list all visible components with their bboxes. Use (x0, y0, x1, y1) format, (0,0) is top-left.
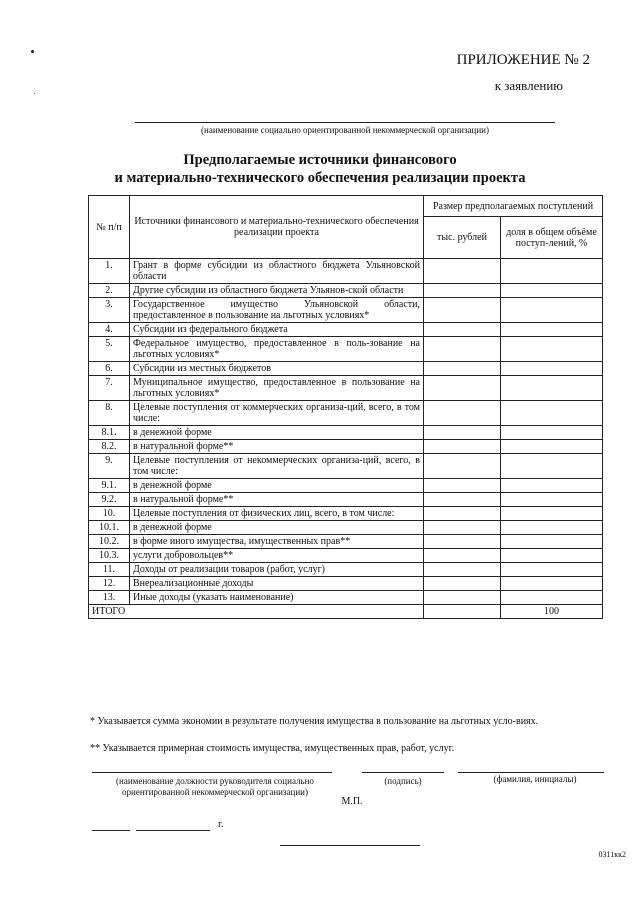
row-number: 9. (89, 454, 130, 479)
bottom-line (280, 845, 420, 846)
row-thousand-rub (424, 362, 501, 376)
row-number: 2. (89, 284, 130, 298)
row-source: Грант в форме субсидии из областного бюджета Ульяновской области (130, 259, 424, 284)
org-name-line (135, 122, 555, 123)
row-number: 10.2. (89, 535, 130, 549)
name-line (458, 772, 604, 773)
row-thousand-rub (424, 454, 501, 479)
row-source: Целевые поступления от физических лиц, всего, в том числе: (130, 507, 424, 521)
form-code: 0311кк2 (598, 850, 626, 859)
row-source: Целевые поступления от некоммерческих организа-ций, всего, в том числе: (130, 454, 424, 479)
row-number: 10. (89, 507, 130, 521)
table-row (89, 535, 603, 549)
row-thousand-rub (424, 284, 501, 298)
org-name-caption: (наименование социально ориентированной некоммерческой организации) (201, 125, 489, 135)
row-number: 12. (89, 577, 130, 591)
appendix-label: ПРИЛОЖЕНИЕ № 2 (456, 52, 590, 68)
table-row (89, 507, 603, 521)
row-share (501, 507, 603, 521)
table-row (89, 259, 603, 284)
row-share (501, 454, 603, 479)
total-thousand-rub (424, 605, 501, 619)
row-number: 9.1. (89, 479, 130, 493)
row-number: 5. (89, 337, 130, 362)
row-source: в натуральной форме** (130, 493, 424, 507)
row-source: Субсидии из федерального бюджета (130, 323, 424, 337)
row-source: в натуральной форме** (130, 440, 424, 454)
row-source: услуги добровольцев** (130, 549, 424, 563)
row-share (501, 591, 603, 605)
row-thousand-rub (424, 376, 501, 401)
row-source: Доходы от реализации товаров (работ, услуг) (130, 563, 424, 577)
table-row (89, 362, 603, 376)
table-row (89, 577, 603, 591)
signature-line (362, 772, 444, 773)
signature-caption: (подпись) (384, 776, 422, 786)
total-share: 100 (501, 605, 603, 619)
table-row (89, 337, 603, 362)
row-thousand-rub (424, 298, 501, 323)
row-thousand-rub (424, 259, 501, 284)
row-number: 10.3. (89, 549, 130, 563)
row-number: 7. (89, 376, 130, 401)
scan-speck (31, 50, 34, 53)
row-share (501, 323, 603, 337)
row-thousand-rub (424, 337, 501, 362)
row-share (501, 535, 603, 549)
title-line-2: и материально-технического обеспечения реализации проекта (114, 170, 526, 186)
header-source: Источники финансового и материально-технического обеспечения реализации проекта (130, 196, 424, 259)
row-source: Субсидии из местных бюджетов (130, 362, 424, 376)
row-number: 13. (89, 591, 130, 605)
table-row (89, 563, 603, 577)
row-thousand-rub (424, 591, 501, 605)
title-line-1: Предполагаемые источники финансового (183, 152, 457, 168)
table-header-row (89, 196, 603, 217)
row-share (501, 577, 603, 591)
row-source: Государственное имущество Ульяновской области, предоставленное в пользование на льготных условиях* (130, 298, 424, 323)
header-thousand-rub: тыс. рублей (424, 217, 501, 259)
note-1: * Указывается сумма экономии в результате получения имущества в пользование на льготных усло-виях. (90, 716, 539, 727)
row-thousand-rub (424, 563, 501, 577)
header-size: Размер предполагаемых поступлений (424, 196, 603, 217)
stamp-label: М.П. (341, 796, 363, 807)
row-source: Федеральное имущество, предоставленное в поль-зование на льготных условиях* (130, 337, 424, 362)
row-share (501, 563, 603, 577)
day-line (92, 830, 130, 831)
row-share (501, 298, 603, 323)
row-source: Муниципальное имущество, предоставленное в пользование на льготных условиях* (130, 376, 424, 401)
table-body (89, 259, 603, 605)
row-number: 8. (89, 401, 130, 426)
row-source: в денежной форме (130, 479, 424, 493)
header-share: доля в общем объёме поступ-лений, % (501, 217, 603, 259)
row-number: 8.2. (89, 440, 130, 454)
row-number: 4. (89, 323, 130, 337)
year-suffix: г. (218, 819, 224, 830)
row-share (501, 493, 603, 507)
row-thousand-rub (424, 323, 501, 337)
row-number: 9.2. (89, 493, 130, 507)
row-thousand-rub (424, 577, 501, 591)
table-row (89, 298, 603, 323)
name-caption: (фамилия, инициалы) (493, 774, 577, 784)
row-number: 10.1. (89, 521, 130, 535)
row-thousand-rub (424, 440, 501, 454)
table-row (89, 521, 603, 535)
table-row (89, 284, 603, 298)
row-number: 3. (89, 298, 130, 323)
sources-table (88, 195, 603, 619)
row-share (501, 337, 603, 362)
row-number: 8.1. (89, 426, 130, 440)
row-share (501, 521, 603, 535)
row-share (501, 376, 603, 401)
row-thousand-rub (424, 535, 501, 549)
table-row (89, 440, 603, 454)
row-source: в денежной форме (130, 426, 424, 440)
to-application-label: к заявлению (494, 78, 563, 93)
row-share (501, 362, 603, 376)
row-thousand-rub (424, 549, 501, 563)
position-caption: (наименование должности руководителя социально ориентированной некоммерческой организации) (116, 776, 314, 797)
row-thousand-rub (424, 479, 501, 493)
total-row (89, 605, 603, 619)
row-source: Иные доходы (указать наименование) (130, 591, 424, 605)
row-share (501, 401, 603, 426)
table-row (89, 591, 603, 605)
row-source: Целевые поступления от коммерческих организа-ций, всего, в том числе: (130, 401, 424, 426)
document-title (60, 151, 580, 187)
table-row (89, 426, 603, 440)
row-thousand-rub (424, 507, 501, 521)
row-share (501, 549, 603, 563)
total-label: ИТОГО (89, 605, 424, 619)
table-row (89, 479, 603, 493)
row-source: Другие субсидии из областного бюджета Ульянов-ской области (130, 284, 424, 298)
row-share (501, 479, 603, 493)
month-line (136, 830, 210, 831)
table-row (89, 376, 603, 401)
table-row (89, 323, 603, 337)
row-thousand-rub (424, 493, 501, 507)
note-2: ** Указывается примерная стоимость имущества, имущественных прав, работ, услуг. (90, 743, 455, 754)
scan-speck-small (34, 93, 35, 94)
row-number: 1. (89, 259, 130, 284)
position-line (92, 772, 332, 773)
row-share (501, 426, 603, 440)
row-number: 11. (89, 563, 130, 577)
row-thousand-rub (424, 401, 501, 426)
row-source: в форме иного имущества, имущественных прав** (130, 535, 424, 549)
table-row (89, 454, 603, 479)
row-share (501, 284, 603, 298)
row-number: 6. (89, 362, 130, 376)
table-row (89, 493, 603, 507)
row-source: в денежной форме (130, 521, 424, 535)
row-thousand-rub (424, 521, 501, 535)
header-num: № п/п (89, 196, 130, 259)
row-source: Внереализационные доходы (130, 577, 424, 591)
row-thousand-rub (424, 426, 501, 440)
row-share (501, 259, 603, 284)
row-share (501, 440, 603, 454)
table-row (89, 401, 603, 426)
table-row (89, 549, 603, 563)
